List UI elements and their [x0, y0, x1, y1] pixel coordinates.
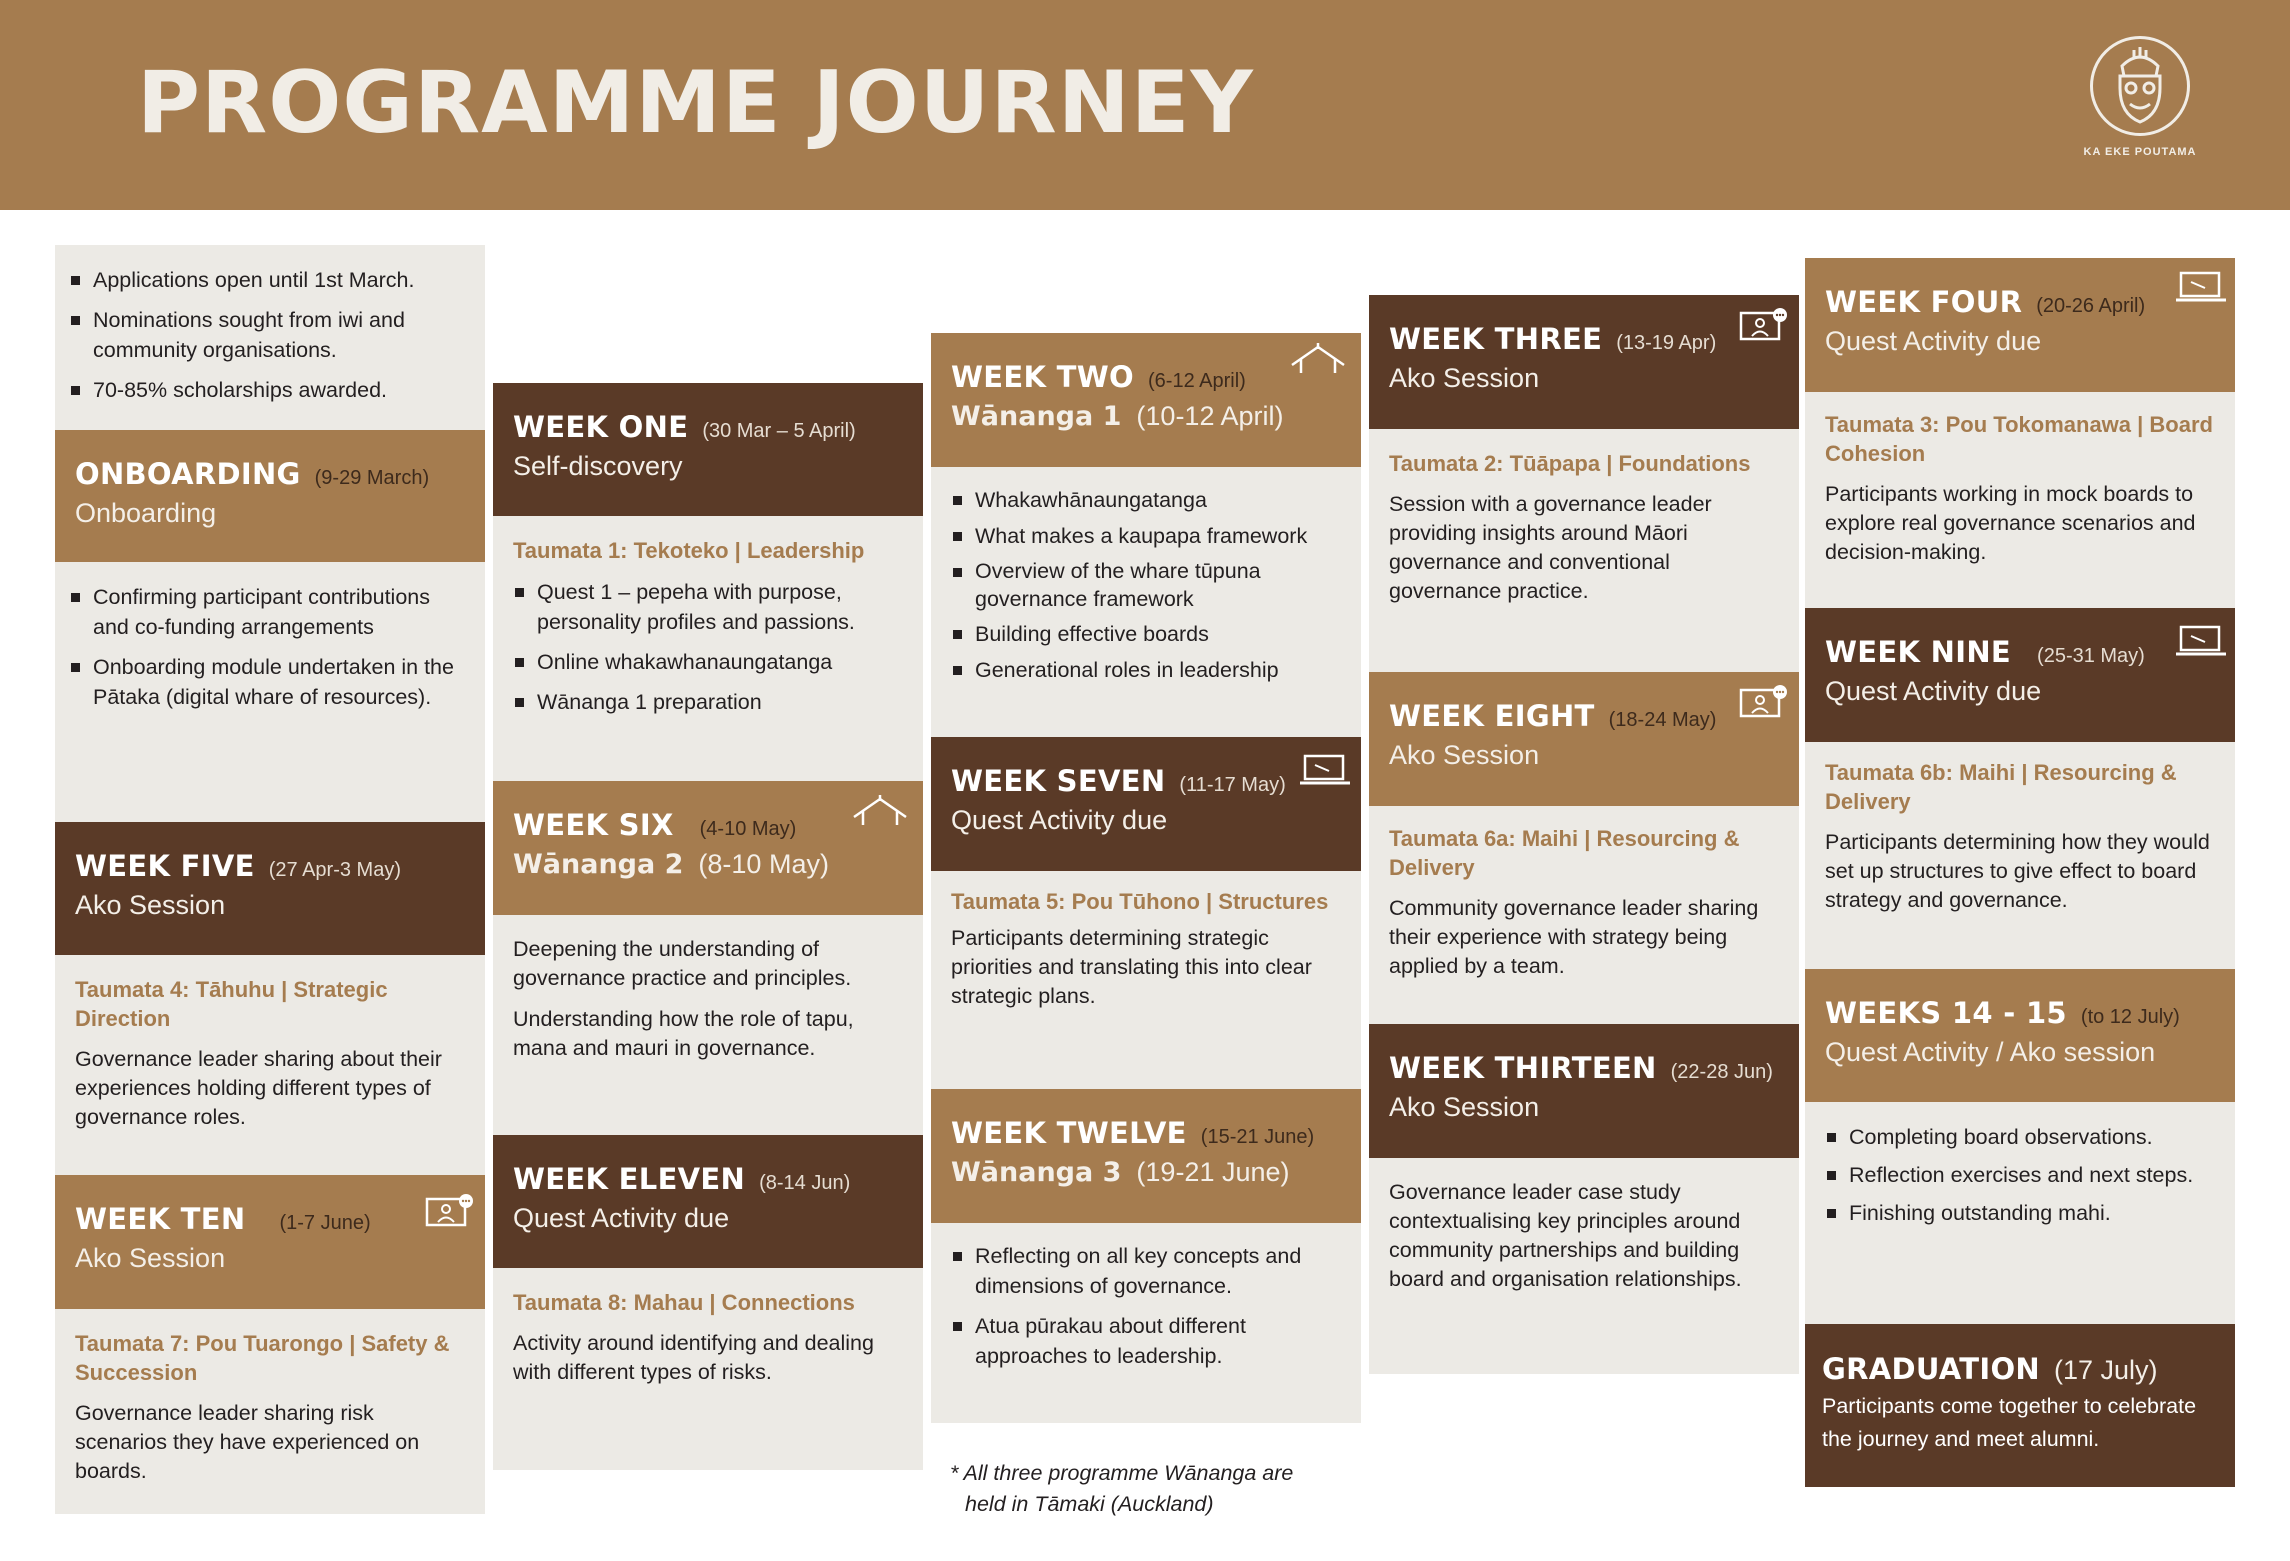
list-item: Atua pūrakau about different approaches to leadership. [951, 1311, 1347, 1371]
card-subtitle: Ako Session [1389, 1092, 1540, 1122]
onboarding-header [55, 430, 485, 562]
week-three-body [1369, 429, 1799, 672]
list-item: Reflecting on all key concepts and dimensions of governance. [951, 1241, 1347, 1301]
card-dates: (11-17 May) [1179, 774, 1286, 796]
week-eight-body [1369, 806, 1799, 1024]
card-subtitle: Ako Session [75, 890, 226, 920]
week-four-body [1805, 392, 2235, 608]
card-title: WEEK SEVEN [951, 764, 1166, 798]
week-two-body [931, 467, 1361, 737]
week-six-header [493, 781, 923, 915]
card-paragraph: Deepening the understanding of governance practice and principles. [513, 937, 852, 990]
logo-text: KA EKE POUTAMA [2083, 146, 2197, 158]
taumata-label: Taumata 2: Tūāpapa | Foundations [1389, 451, 1751, 476]
card-title: WEEK NINE [1825, 635, 2012, 669]
card-subtitle: Quest Activity due [1825, 326, 2042, 356]
laptop-icon [2175, 270, 2227, 304]
card-dates: (17 July) [2054, 1355, 2158, 1385]
footnote-line: held in Tāmaki (Auckland) [965, 1492, 1214, 1516]
week-three-header [1369, 295, 1799, 429]
taumata-label: Taumata 1: Tekoteko | Leadership [513, 538, 865, 563]
card-description: Governance leader sharing risk scenarios they have experienced on boards. [75, 1401, 420, 1483]
card-subtitle: Ako Session [75, 1243, 226, 1273]
card-dates: (8-14 Jun) [759, 1172, 851, 1194]
list-item: Building effective boards [951, 619, 1347, 649]
weeks-14-15-header [1805, 969, 2235, 1102]
card-subtitle: Ako Session [1389, 363, 1540, 393]
card-title: WEEKS 14 - 15 [1825, 996, 2067, 1030]
list-item: Onboarding module undertaken in the Pātaka (digital whare of resources). [69, 652, 471, 712]
card-subtitle: Quest Activity / Ako session [1825, 1037, 2156, 1067]
card-description: Community governance leader sharing their experience with strategy being applied by a team. [1389, 896, 1759, 978]
card-title: WEEK FIVE [75, 849, 255, 883]
taumata-label: Taumata 4: Tāhuhu | Strategic Direction [75, 977, 388, 1031]
week-one-header [493, 383, 923, 516]
week-eleven-header [493, 1135, 923, 1268]
card-description: Participants working in mock boards to explore real governance scenarios and decision-making. [1825, 482, 2196, 564]
laptop-icon [1299, 753, 1351, 787]
logo [2070, 36, 2210, 176]
footnote [950, 1458, 1293, 1520]
card-title: WEEK SIX [513, 808, 674, 842]
card-dates: (9-29 March) [314, 467, 430, 489]
card-title: WEEK TWO [951, 360, 1134, 394]
list-item: Finishing outstanding mahi. [1825, 1198, 2221, 1228]
weeks-14-15-body [1805, 1102, 2235, 1324]
list-item: Whakawhānaungatanga [951, 485, 1347, 515]
card-subtitle: Quest Activity due [1825, 676, 2042, 706]
card-description: Participants determining strategic priorities and translating this into clear strategic plans. [951, 926, 1312, 1008]
card-dates: (20-26 April) [2036, 295, 2146, 317]
week-twelve-body [931, 1223, 1361, 1423]
taumata-label: Taumata 8: Mahau | Connections [513, 1290, 855, 1315]
card-title: WEEK EIGHT [1389, 699, 1595, 733]
onboarding-body [55, 562, 485, 822]
list-item: Generational roles in leadership [951, 655, 1347, 685]
card-subtitle: Quest Activity due [513, 1203, 730, 1233]
footnote-line: * All three programme Wānanga are [950, 1461, 1294, 1485]
list-item: Reflection exercises and next steps. [1825, 1160, 2221, 1190]
card-description: Session with a governance leader providing insights around Māori governance and conventional governance practice. [1389, 492, 1712, 603]
list-item: Online whakawhanaungatanga [513, 647, 909, 677]
card-dates: (22-28 Jun) [1670, 1061, 1773, 1083]
pre-programme-card [55, 245, 485, 430]
taumata-label: Taumata 3: Pou Tokomanawa | Board Cohesion [1825, 412, 2213, 466]
card-dates: (25-31 May) [2037, 645, 2145, 667]
taumata-label: Taumata 6b: Maihi | Resourcing & Delivery [1825, 760, 2177, 814]
taumata-label: Taumata 5: Pou Tūhono | Structures [951, 889, 1329, 914]
week-thirteen-header [1369, 1024, 1799, 1158]
card-subtitle: Onboarding [75, 498, 217, 528]
week-twelve-header [931, 1089, 1361, 1223]
card-title: WEEK TEN [75, 1202, 246, 1236]
card-description: Participants come together to celebrate the journey and meet alumni. [1822, 1394, 2197, 1451]
video-call-icon [1739, 684, 1789, 724]
list-item: Applications open until 1st March. [69, 265, 471, 295]
card-subtitle-dates: (19-21 June) [1136, 1157, 1290, 1187]
card-title: ONBOARDING [75, 457, 301, 491]
card-title: WEEK ONE [513, 410, 689, 444]
card-subtitle: Wānanga 2 [513, 849, 684, 880]
video-call-icon [425, 1193, 475, 1233]
card-description: Participants determining how they would set up structures to give effect to board strategy and governance. [1825, 830, 2210, 912]
card-title: WEEK ELEVEN [513, 1162, 746, 1196]
header-banner [0, 0, 2290, 210]
list-item: What makes a kaupapa framework [951, 521, 1347, 551]
list-item: Confirming participant contributions and co-funding arrangements [69, 582, 471, 642]
list-item: 70-85% scholarships awarded. [69, 375, 471, 405]
week-thirteen-body [1369, 1158, 1799, 1374]
week-four-header [1805, 258, 2235, 392]
week-five-body [55, 955, 485, 1175]
week-seven-body [931, 871, 1361, 1089]
week-nine-body [1805, 742, 2235, 969]
card-dates: (30 Mar – 5 April) [702, 420, 856, 442]
card-title: GRADUATION [1822, 1352, 2040, 1386]
list-item: Quest 1 – pepeha with purpose, personality profiles and passions. [513, 577, 909, 637]
wharenui-icon [1289, 341, 1347, 377]
week-seven-header [931, 737, 1361, 871]
card-title: WEEK THREE [1389, 322, 1603, 356]
page-title: PROGRAMME JOURNEY [137, 53, 1254, 153]
list-item: Nominations sought from iwi and community organisations. [69, 305, 471, 365]
week-two-header [931, 333, 1361, 467]
card-description: Governance leader sharing about their experiences holding different types of governance roles. [75, 1047, 442, 1129]
card-dates: (15-21 June) [1200, 1126, 1315, 1148]
card-dates: (4-10 May) [699, 818, 797, 840]
week-nine-header [1805, 608, 2235, 742]
list-item: Overview of the whare tūpuna governance framework [951, 557, 1347, 613]
week-ten-header [55, 1175, 485, 1309]
list-item: Completing board observations. [1825, 1122, 2221, 1152]
taumata-label: Taumata 7: Pou Tuarongo | Safety & Succession [75, 1331, 450, 1385]
week-eleven-body [493, 1268, 923, 1470]
card-description: Governance leader case study contextualising key principles around community partnerships and building board and organisation relationships. [1389, 1180, 1742, 1291]
video-call-icon [1739, 307, 1789, 347]
week-six-body [493, 915, 923, 1135]
wharenui-icon [851, 793, 909, 829]
card-dates: (to 12 July) [2080, 1006, 2180, 1028]
card-dates: (6-12 April) [1148, 370, 1246, 392]
card-subtitle: Wānanga 1 [951, 401, 1122, 432]
tiki-logo-icon [2090, 36, 2190, 136]
week-ten-body [55, 1309, 485, 1514]
card-subtitle: Wānanga 3 [951, 1157, 1122, 1188]
card-title: WEEK TWELVE [951, 1116, 1187, 1150]
card-subtitle: Quest Activity due [951, 805, 1168, 835]
week-one-body [493, 516, 923, 781]
card-title: WEEK THIRTEEN [1389, 1051, 1657, 1085]
laptop-icon [2175, 624, 2227, 658]
card-dates: (18-24 May) [1608, 709, 1717, 731]
card-paragraph: Understanding how the role of tapu, mana and mauri in governance. [513, 1007, 854, 1060]
card-dates: (13-19 Apr) [1616, 332, 1717, 354]
week-eight-header [1369, 672, 1799, 806]
card-subtitle: Ako Session [1389, 740, 1540, 770]
taumata-label: Taumata 6a: Maihi | Resourcing & Delivery [1389, 826, 1740, 880]
card-subtitle-dates: (10-12 April) [1136, 401, 1284, 431]
list-item: Wānanga 1 preparation [513, 687, 909, 717]
card-title: WEEK FOUR [1825, 285, 2023, 319]
card-dates: (1-7 June) [279, 1212, 371, 1234]
week-five-header [55, 822, 485, 955]
graduation-card [1805, 1324, 2235, 1487]
card-subtitle: Self-discovery [513, 451, 683, 481]
card-subtitle-dates: (8-10 May) [698, 849, 829, 879]
card-description: Activity around identifying and dealing with different types of risks. [513, 1331, 874, 1384]
card-dates: (27 Apr-3 May) [268, 859, 401, 881]
